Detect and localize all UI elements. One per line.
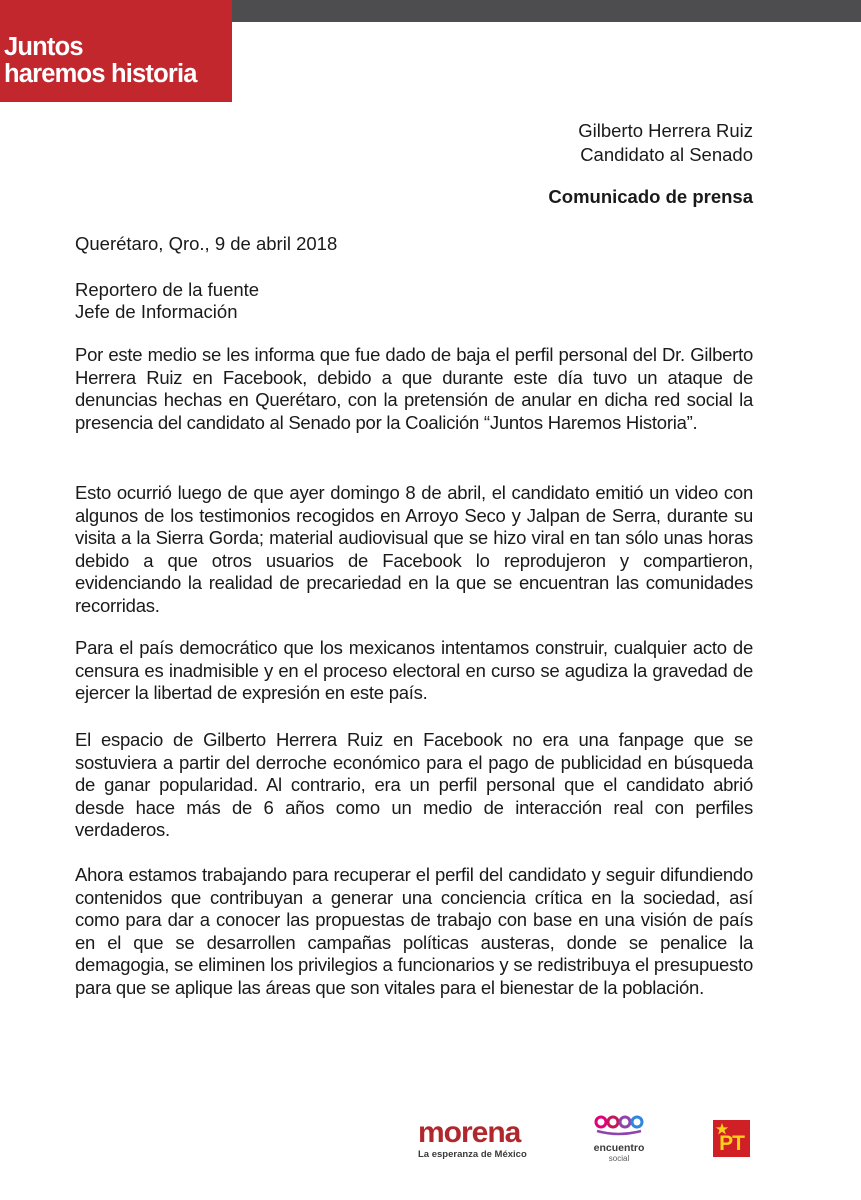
sender-name: Gilberto Herrera Ruiz	[578, 120, 753, 141]
morena-wordmark: morena	[418, 1116, 521, 1149]
encuentro-social-icon	[591, 1114, 647, 1136]
body-paragraph: Por este medio se les informa que fue dado de baja el perfil personal del Dr. Gilberto Herrera Ruiz en Facebook, debido a que durante este día tuvo un ataque de denuncias hechas en Querétaro, con la pretensión de anular en dicha red social la presencia del candidato al Senado por la Coalición “Juntos Haremos Historia”.	[75, 344, 753, 433]
letter-body	[75, 0, 753, 1200]
body-paragraph: Para el país democrático que los mexicanos intentamos construir, cualquier acto de censura es inadmisible y en el proceso electoral en curso se agudiza la gravedad de ejercer la libertad de expresión en este país.	[75, 637, 753, 703]
body-paragraph: Ahora estamos trabajando para recuperar el perfil del candidato y seguir difundiendo contenidos que contribuyan a generar una conciencia crítica en la sociedad, así como para dar a conocer las propuestas de trabajo con base en una visión de país en el que se desarrollen campañas políticas austeras, donde se penalice la demagogia, se eliminen los privilegios a funcionarios y se redistribuya el presupuesto para que se aplique las áreas que son vitales para el bienestar de la población.	[75, 864, 753, 998]
footer-logos	[0, 1110, 861, 1180]
recipient-2: Jefe de Información	[75, 301, 238, 322]
recipient-1: Reportero de la fuente	[75, 279, 260, 300]
pt-logo	[713, 1120, 750, 1157]
body-paragraph: Esto ocurrió luego de que ayer domingo 8 de abril, el candidato emitió un video con algunos de los testimonios recogidos en Arroyo Seco y Jalpan de Serra, durante su visita a la Sierra Gorda; material audiovisual que se hizo viral en tan sólo unas horas debido a que otros usuarios de Facebook lo reprodujeron y compartieron, evidenciando la realidad de precariedad en la que se encuentran las comunidades recorridas.	[75, 482, 753, 616]
body-paragraph: El espacio de Gilberto Herrera Ruiz en Facebook no era una fanpage que se sostuviera a partir del derroche económico para el pago de publicidad en búsqueda de ganar popularidad. Al contrario, era un perfil personal que el candidato abrió desde hace más de 6 años como un medio de interacción real con perfiles verdaderos.	[75, 729, 753, 840]
encuentro-wordmark: encuentro	[593, 1142, 645, 1154]
sender-role: Candidato al Senado	[580, 144, 753, 165]
pt-wordmark: PT	[719, 1132, 744, 1155]
brand-line-1: Juntos	[4, 33, 83, 61]
morena-logo	[418, 1118, 530, 1160]
place-date: Querétaro, Qro., 9 de abril 2018	[75, 233, 338, 254]
morena-slogan: La esperanza de México	[418, 1149, 527, 1160]
encuentro-subtitle: social	[608, 1154, 630, 1163]
brand-line-2: haremos historia	[4, 60, 197, 88]
document-type: Comunicado de prensa	[548, 186, 753, 207]
encuentro-social-logo	[591, 1114, 647, 1163]
